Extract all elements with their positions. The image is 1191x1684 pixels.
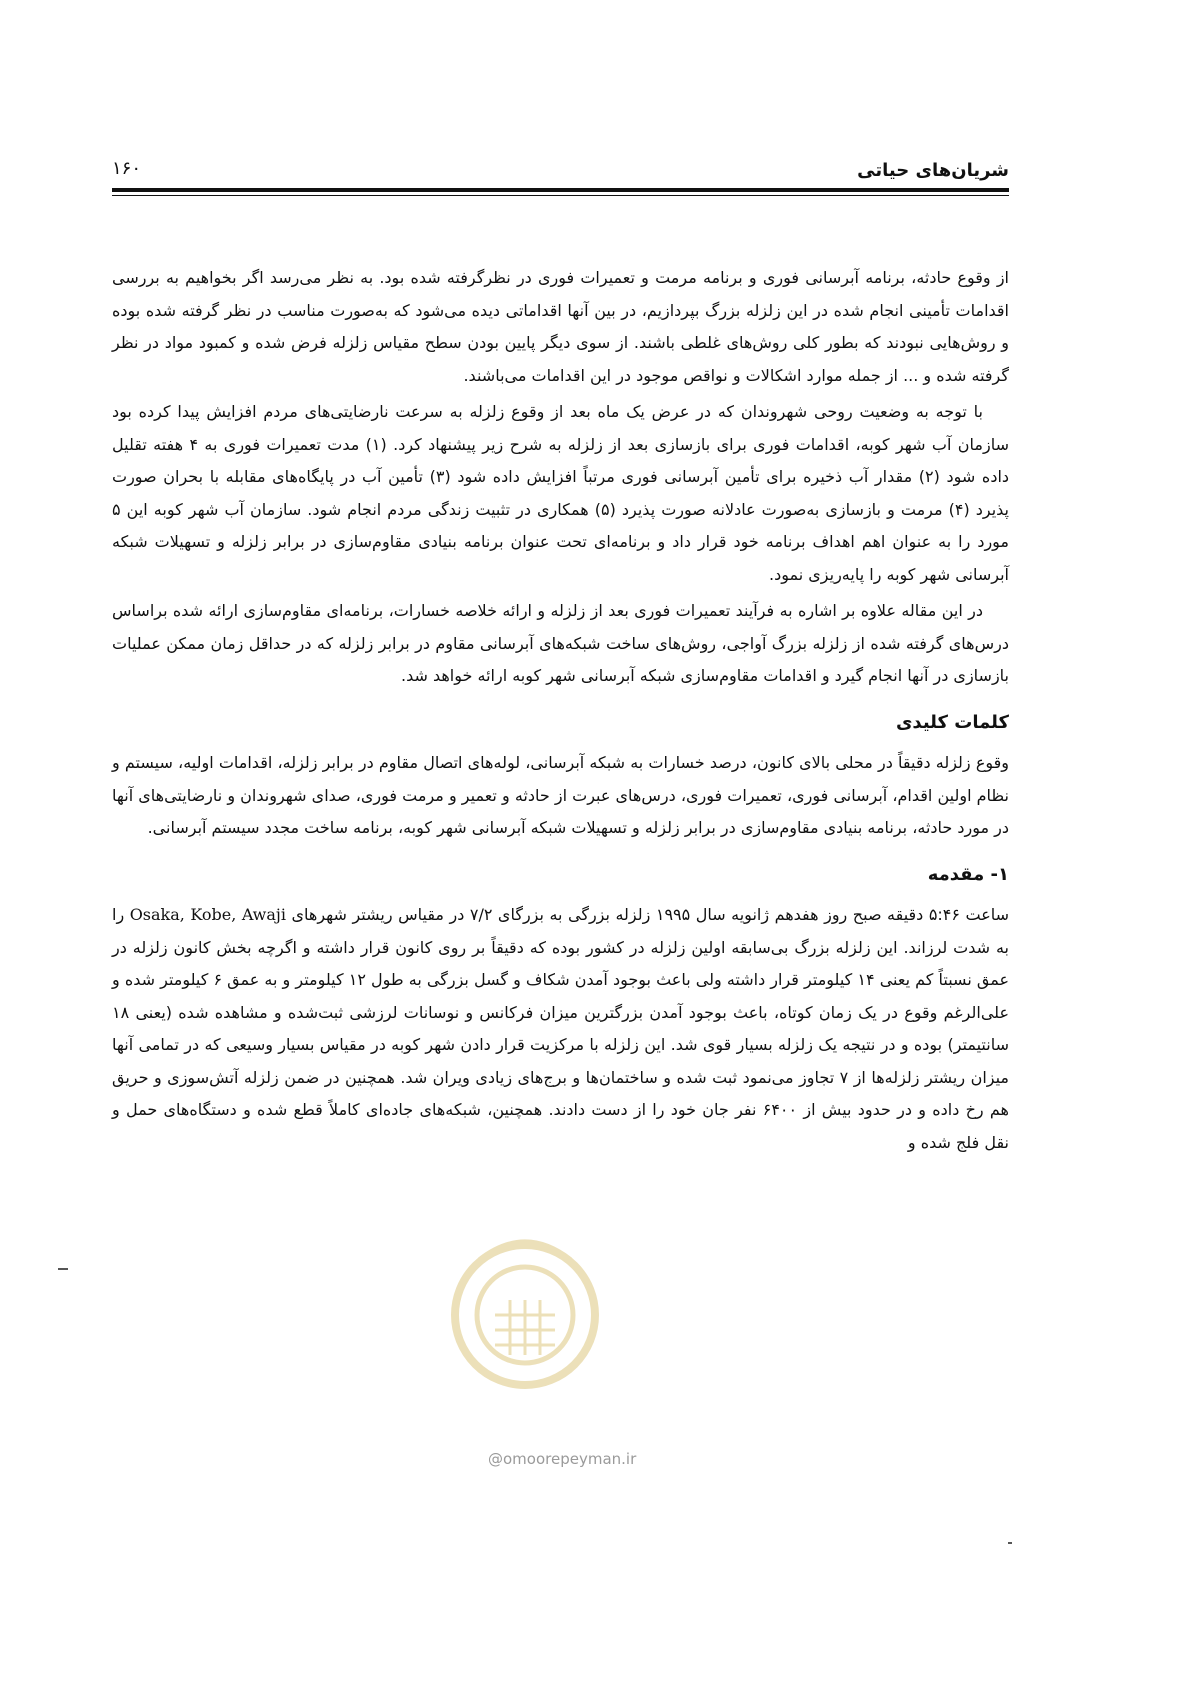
intro-paragraph: [112, 899, 1009, 1159]
intro-heading: ۱- مقدمه: [927, 863, 1009, 885]
intro-text-b: را به شدت لرزاند. این زلزله بزرگ بی‌سابقه اولین زلزله در کشور بوده که دقیقاً بر روی کانون قرار داشته و اگرچه بخش کانون زلزله در عمق نسبتاً کم یعنی ۱۴ کیلومتر قرار داشته ولی باعث بوجود آمدن شکاف و گسل بزرگی به طول ۱۲ کیلومتر و به عمق ۶ کیلومتر شده و علی‌الرغم وقوع در یک زمان کوتاه، باعث بوجود آمدن بزرگترین میزان فرکانس و نوسانات لرزشی ثبت‌شده و مشاهده شده (یعنی ۱۸ سانتیمتر) بوده و در نتیجه یک زلزله بسیار قوی شد. این زلزله با مرکزیت قرار دادن شهر کوبه در مقیاس بسیار وسیعی که در تمامی آنها میزان ریشتر زلزله‌ها از ۷ تجاوز می‌نمود ثبت شده و ساختمان‌ها و برج‌های زیادی ویران شد. همچنین در ضمن زلزله آتش‌سوزی و حریق هم رخ داده و در حدود بیش از ۶۴۰۰ نفر جان خود را از دست دادند. همچنین، شبکه‌های جاده‌ای کاملاً قطع شده و دستگاه‌های حمل و نقل فلج شده و: [112, 905, 1010, 1152]
paragraph-2: با توجه به وضعیت روحی شهروندان که در عرض یک ماه بعد از وقوع زلزله به سرعت نارضایتی‌های مردم افزایش پیدا کرده بود سازمان آب شهر کوبه، اقدامات فوری برای بازسازی بعد از زلزله به شرح زیر پیشنهاد کرد. (۱) مدت تعمیرات فوری به ۴ هفته تقلیل داده شود (۲) مقدار آب ذخیره برای تأمین آبرسانی فوری مرتباً افزایش داده شود (۳) تأمین آب در پایگاه‌های مقابله با بحران صورت پذیرد (۴) مرمت و بازسازی به‌صورت عادلانه صورت پذیرد (۵) همکاری در تثبیت زندگی مردم انجام شود. سازمان آب شهر کوبه این ۵ مورد را به عنوان اهم اهداف برنامه خود قرار داد و برنامه‌ای تحت عنوان برنامه بنیادی مقاوم‌سازی در برابر زلزله و تسهیلات شبکه آبرسانی شهر کوبه را پایه‌ریزی نمود.: [112, 402, 1010, 584]
header-rule-thin: [112, 195, 1009, 196]
intro-text-a: ساعت ۵:۴۶ دقیقه صبح روز هفدهم ژانویه سال ۱۹۹۵ زلزله بزرگی به بزرگای ۷/۲ در مقیاس ریشتر شهرهای: [291, 905, 1010, 924]
watermark-logo-icon: [440, 1220, 610, 1430]
header-rule-thick: [112, 188, 1009, 192]
page-header: [112, 150, 1009, 190]
margin-mark-right: [1008, 1542, 1012, 1544]
running-title: شریان‌های حیاتی: [857, 160, 1009, 181]
intro-latin-cities: Osaka, Kobe, Awaji: [129, 905, 286, 924]
paragraph-1: از وقوع حادثه، برنامه آبرسانی فوری و برنامه مرمت و تعمیرات فوری در نظرگرفته شده بود. به نظر می‌رسد اگر بخواهیم به بررسی اقدامات تأمینی انجام شده در این زلزله بزرگ بپردازیم، در بین آنها اقداماتی دیده می‌شود که به‌صورت مناسب در نظر گرفته شده بوده و روش‌هایی نبودند که بطور کلی روش‌های غلطی باشند. از سوی دیگر پایین بودن سطح مقیاس زلزله فرض شده و کمبود مواد در نظر گرفته شده و ... از جمله موارد اشکالات و نواقص موجود در این اقدامات می‌باشند.: [112, 268, 1009, 385]
watermark-site: @omoorepeyman.ir: [488, 1450, 637, 1468]
paragraph-3: در این مقاله علاوه بر اشاره به فرآیند تعمیرات فوری بعد از زلزله و ارائه خلاصه خسارات، برنامه‌ای مقاوم‌سازی ارائه شده براساس درس‌های گرفته شده از زلزله بزرگ آواجی، روش‌های ساخت شبکه‌های آبرسانی مقاوم در برابر زلزله که در حداقل زمان ممکن عملیات بازسازی در آنها انجام گیرد و اقدامات مقاوم‌سازی شبکه آبرسانی شهر کوبه ارائه خواهد شد.: [112, 601, 1009, 685]
keywords-paragraph: وقوع زلزله دقیقاً در محلی بالای کانون، درصد خسارات به شبکه آبرسانی، لوله‌های اتصال مقاوم در برابر زلزله، اقدامات اولیه، سیستم و نظام اولین اقدام، آبرسانی فوری، تعمیرات فوری، درس‌های عبرت از حادثه و تعمیر و مرمت فوری، صدای شهروندان و نارضایتی‌های آنها در مورد حادثه، برنامه بنیادی مقاوم‌سازی در برابر زلزله و تسهیلات شبکه آبرسانی شهر کوبه، برنامه ساخت مجدد سیستم آبرسانی.: [112, 753, 1009, 837]
keywords-heading: کلمات کلیدی: [895, 711, 1009, 733]
page-number: ۱۶۰: [112, 158, 142, 179]
margin-mark-left: [58, 1268, 68, 1270]
body-text: [112, 262, 1009, 1163]
